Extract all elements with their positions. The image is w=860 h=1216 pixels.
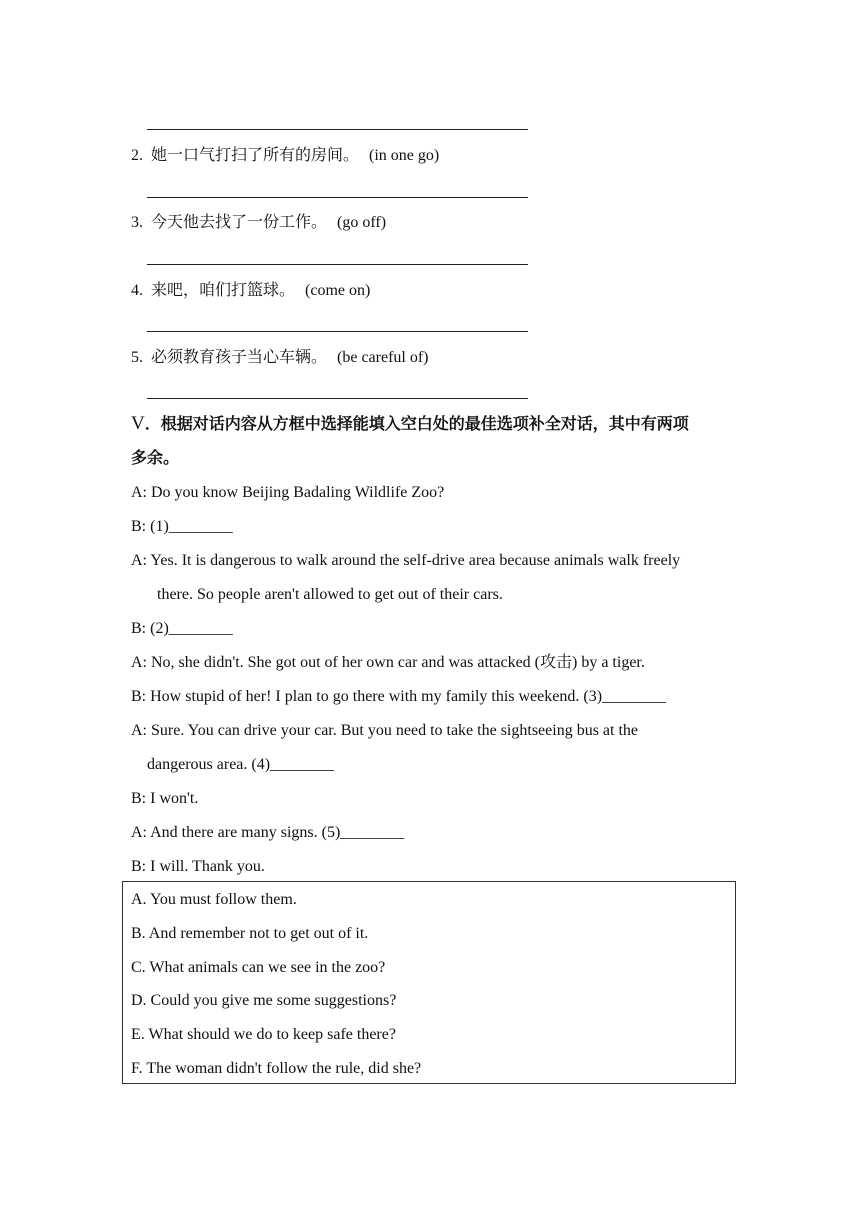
question-2 xyxy=(131,145,439,167)
dialogue-line: A: Do you know Beijing Badaling Wildlife Zoo? xyxy=(131,484,445,501)
dialogue-line: B: (2)________ xyxy=(131,620,233,637)
section-heading xyxy=(131,407,751,475)
heading-line-1 xyxy=(131,407,751,441)
option-f: F. The woman didn't follow the rule, did she? xyxy=(131,1060,422,1077)
question-chinese: 必须教育孩子当心车辆。 xyxy=(151,349,328,366)
question-4 xyxy=(131,280,370,302)
question-chinese: 来吧，咱们打篮球。 xyxy=(151,282,296,299)
dialogue xyxy=(131,476,741,884)
option-b: B. And remember not to get out of it. xyxy=(131,925,369,942)
dialogue-line: B: (1)________ xyxy=(131,518,233,535)
dialogue-line-continuation: dangerous area. (4)________ xyxy=(147,756,335,773)
option-a: A. You must follow them. xyxy=(131,891,297,908)
question-chinese: 她一口气打扫了所有的房间。 xyxy=(151,147,360,164)
dialogue-line: B: I won't. xyxy=(131,790,199,807)
dialogue-line xyxy=(131,714,741,782)
answer-line-4[interactable] xyxy=(147,331,528,332)
question-hint: (come on) xyxy=(305,282,371,299)
dialogue-line: A: No, she didn't. She got out of her own car and was attacked (攻击) by a tiger. xyxy=(131,654,645,671)
option-c: C. What animals can we see in the zoo? xyxy=(131,959,386,976)
answer-line-3[interactable] xyxy=(147,264,528,265)
question-number: 2. xyxy=(131,147,143,164)
question-5 xyxy=(131,347,429,369)
dialogue-line: A: And there are many signs. (5)________ xyxy=(131,824,405,841)
option-d: D. Could you give me some suggestions? xyxy=(131,992,397,1009)
options-box xyxy=(122,881,736,1084)
dialogue-line: B: How stupid of her! I plan to go there with my family this weekend. (3)________ xyxy=(131,688,667,705)
question-hint: (go off) xyxy=(337,214,387,231)
question-chinese: 今天他去找了一份工作。 xyxy=(151,214,328,231)
heading-line-2: 多余。 xyxy=(131,448,180,467)
dialogue-line xyxy=(131,544,741,612)
question-3 xyxy=(131,212,386,234)
option-e: E. What should we do to keep safe there? xyxy=(131,1026,396,1043)
dialogue-line: B: I will. Thank you. xyxy=(131,858,265,875)
question-hint: (be careful of) xyxy=(337,349,429,366)
answer-line-5[interactable] xyxy=(147,398,528,399)
question-number: 4. xyxy=(131,282,143,299)
section-numeral: V xyxy=(131,413,145,434)
answer-line-2[interactable] xyxy=(147,197,528,198)
question-number: 5. xyxy=(131,349,143,366)
answer-line-1[interactable] xyxy=(147,129,528,130)
question-hint: (in one go) xyxy=(369,147,440,164)
dialogue-line-continuation: there. So people aren't allowed to get out of their cars. xyxy=(157,586,503,603)
dialogue-line-text: A: Sure. You can drive your car. But you need to take the sightseeing bus at the xyxy=(131,722,639,739)
heading-text: ．根据对话内容从方框中选择能填入空白处的最佳选项补全对话，其中有两项 xyxy=(144,414,689,433)
dialogue-line-text: A: Yes. It is dangerous to walk around the self-drive area because animals walk freely xyxy=(131,552,681,569)
question-number: 3. xyxy=(131,214,143,231)
